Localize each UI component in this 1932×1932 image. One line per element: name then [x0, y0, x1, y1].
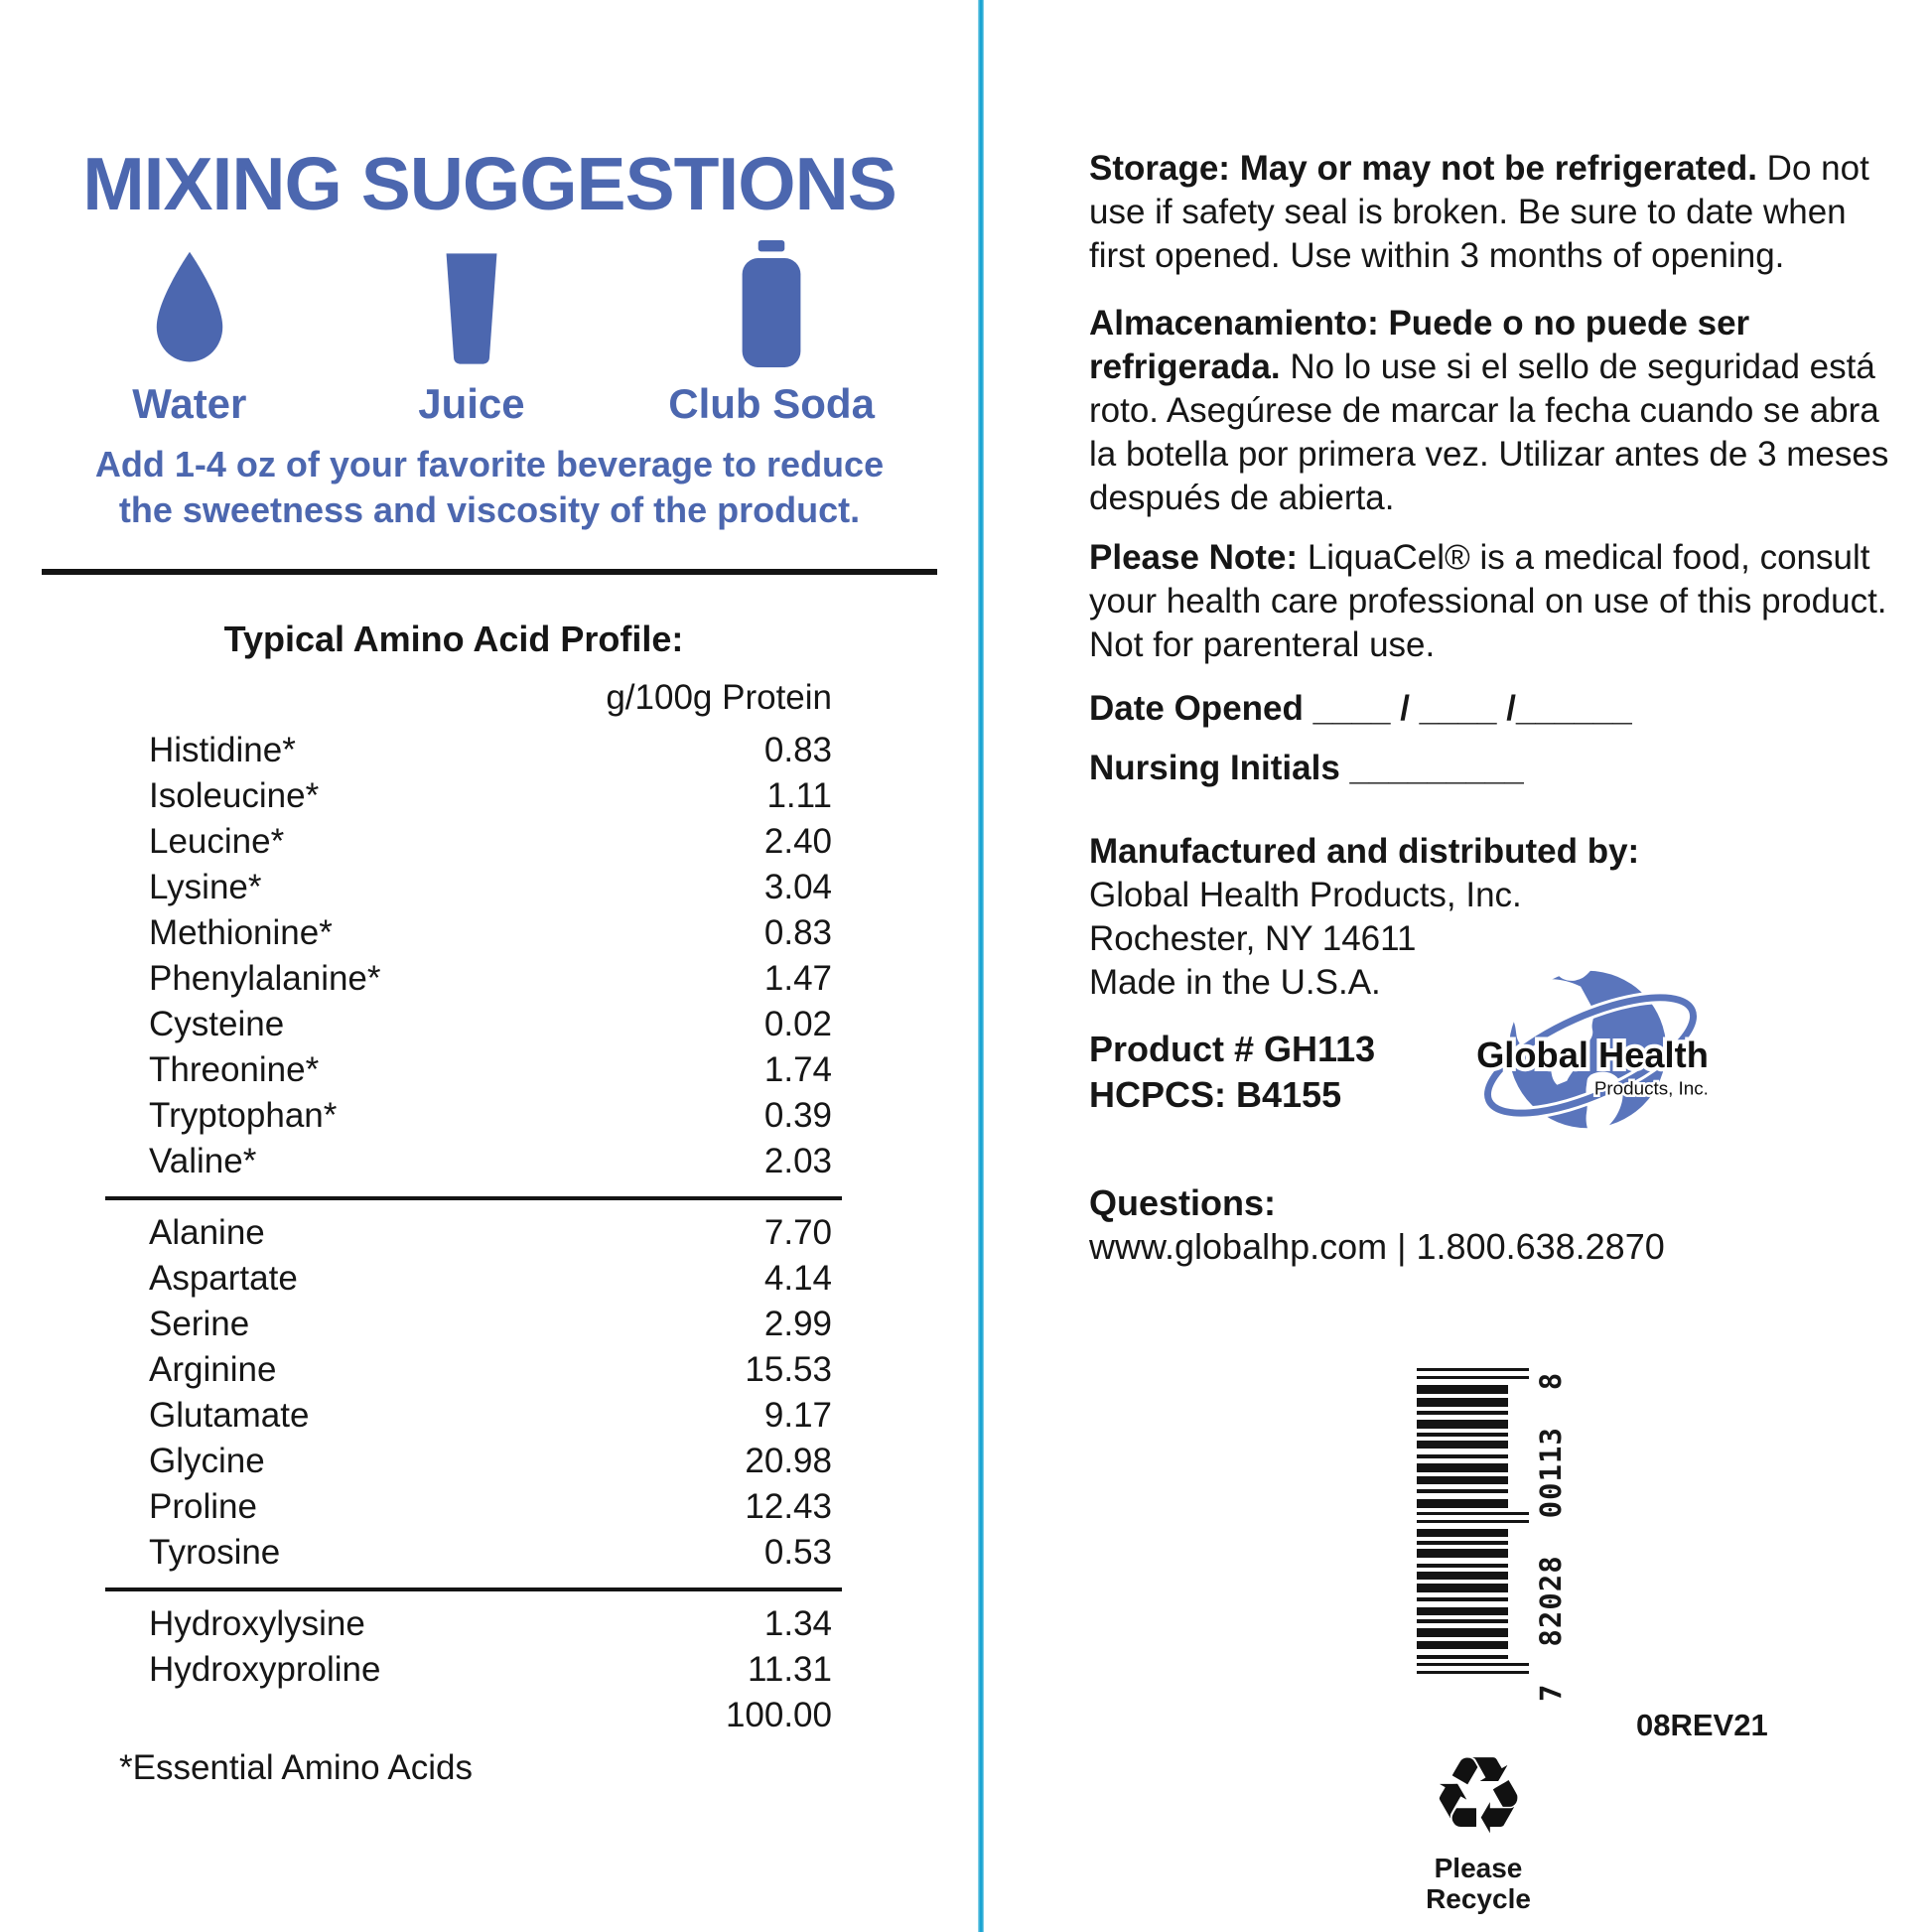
amino-value: 7.70: [763, 1213, 832, 1252]
amino-name: Leucine*: [149, 822, 285, 861]
soda-bottle-icon: [737, 240, 806, 372]
amino-value: 3.04: [763, 868, 832, 906]
amino-acid-table: [105, 619, 842, 1738]
amino-value: 1.47: [763, 959, 832, 998]
amino-value: 9.17: [763, 1396, 832, 1435]
amino-value: 4.14: [763, 1259, 832, 1298]
club-soda-label: Club Soda: [668, 380, 875, 427]
essential-amino-footnote: *Essential Amino Acids: [119, 1748, 474, 1787]
table-row: [105, 910, 842, 956]
mixing-suggestions-title: MIXING SUGGESTIONS: [82, 142, 897, 225]
amino-value: 2.03: [763, 1142, 832, 1180]
amino-name: Serine: [149, 1305, 250, 1343]
barcode-bar: [1417, 1385, 1508, 1394]
barcode-bars: [1417, 1368, 1529, 1674]
barcode-bar: [1417, 1433, 1508, 1437]
barcode-bar: [1417, 1572, 1508, 1580]
amino-value: 100.00: [725, 1696, 832, 1734]
table-row: [105, 1047, 842, 1093]
amino-value: 0.53: [763, 1533, 832, 1572]
table-row: [105, 1530, 842, 1576]
barcode-bar: [1417, 1628, 1508, 1637]
storage-lead: Storage: May or may not be refrigerated.: [1089, 149, 1757, 188]
table-row: [105, 1256, 842, 1302]
amino-name: Lysine*: [149, 868, 262, 906]
amino-value: 1.74: [763, 1050, 832, 1089]
table-row: [105, 1210, 842, 1256]
amino-value: 12.43: [745, 1487, 832, 1526]
amino-name: Threonine*: [149, 1050, 320, 1089]
manufactured-by-heading: Manufactured and distributed by:: [1089, 832, 1640, 871]
amino-name: [105, 1693, 149, 1738]
barcode-bar: [1417, 1411, 1508, 1415]
amino-name: Hydroxyproline: [149, 1650, 381, 1689]
amino-name: Hydroxylysine: [149, 1604, 365, 1643]
juice-mixer: [338, 252, 607, 372]
barcode-bar: [1417, 1541, 1508, 1545]
amino-value: 1.11: [766, 776, 832, 815]
barcode-bar: [1417, 1564, 1508, 1568]
amino-value: 20.98: [745, 1442, 832, 1480]
amino-value: 11.31: [748, 1650, 832, 1689]
amino-name: Isoleucine*: [149, 776, 320, 815]
amino-value: 1.34: [763, 1604, 832, 1643]
barcode-bar: [1417, 1641, 1508, 1649]
questions-block: [1089, 1181, 1901, 1269]
amino-name: Phenylalanine*: [149, 959, 381, 998]
juice-label: Juice: [418, 380, 525, 427]
almacenamiento-text: No lo use si el sello de seguridad está roto. Asegúrese de marcar la fecha cuando se abra la botella por primera vez. Utilizar antes de 3 meses después de abierta.: [1089, 347, 1889, 517]
table-row: [105, 728, 842, 773]
table-row: [105, 1093, 842, 1139]
barcode-bar: [1417, 1529, 1508, 1537]
global-health-logo: [1474, 949, 1711, 1158]
contact-line: www.globalhp.com | 1.800.638.2870: [1089, 1226, 1665, 1267]
table-row: [105, 1302, 842, 1347]
amino-group-nonessential: [105, 1196, 842, 1576]
amino-name: Glutamate: [149, 1396, 310, 1435]
table-row: [105, 773, 842, 819]
barcode-bar: [1417, 1597, 1508, 1601]
amino-name: Cysteine: [149, 1005, 285, 1043]
barcode-bar: [1417, 1420, 1508, 1429]
table-row: [105, 865, 842, 910]
amino-name: Valine*: [149, 1142, 257, 1180]
recycle-block: [1414, 1734, 1543, 1914]
barcode-bar: [1417, 1463, 1508, 1472]
amino-name: Methionine*: [149, 913, 333, 952]
barcode-bar: [1417, 1489, 1508, 1493]
barcode-bar: [1417, 1584, 1508, 1592]
amino-unit-header: g/100g Protein: [606, 678, 832, 717]
product-number: Product # GH113: [1089, 1029, 1376, 1069]
table-row: [105, 1393, 842, 1439]
nursing-initials-line: Nursing Initials _________: [1089, 749, 1524, 787]
column-divider-line: [978, 0, 984, 1932]
water-mixer: [42, 248, 338, 372]
questions-heading: Questions:: [1089, 1182, 1277, 1223]
table-row: [105, 1347, 842, 1393]
please-note-lead: Please Note:: [1089, 538, 1299, 577]
table-row: [105, 1139, 842, 1184]
amino-name: Glycine: [149, 1442, 265, 1480]
amino-value: 15.53: [745, 1350, 832, 1389]
barcode-bar: [1417, 1499, 1508, 1508]
amino-group-essential: [105, 728, 842, 1184]
mixer-icons-row: [42, 245, 937, 372]
amino-name: Proline: [149, 1487, 257, 1526]
almacenamiento-paragraph: [1089, 302, 1901, 520]
barcode-digits: 7 82028 00113 8: [1534, 1371, 1568, 1702]
storage-text: Do not use if safety seal is broken. Be sure to date when first opened. Use within 3 months of opening.: [1089, 149, 1869, 275]
logo-subtext: Products, Inc.: [1593, 1077, 1709, 1099]
table-row: [105, 1002, 842, 1047]
made-in-usa: Made in the U.S.A.: [1089, 963, 1381, 1002]
date-opened-line: Date Opened ____ / ____ /______: [1089, 689, 1632, 728]
barcode-bar: [1417, 1368, 1529, 1371]
manufacturer-city: Rochester, NY 14611: [1089, 919, 1417, 958]
amino-value: 2.40: [763, 822, 832, 861]
barcode-bar: [1417, 1454, 1508, 1458]
table-row: [105, 1693, 842, 1738]
barcode-bar: [1417, 1476, 1508, 1484]
please-note-text: LiquaCel® is a medical food, consult your health care professional on use of this product. Not for parenteral use.: [1089, 538, 1887, 664]
recycle-icon: ♻: [1430, 1734, 1527, 1859]
mixer-labels-row: [42, 380, 937, 428]
amino-table-title: Typical Amino Acid Profile:: [223, 619, 684, 659]
table-row: [105, 1601, 842, 1647]
amino-value: 0.02: [763, 1005, 832, 1043]
mixing-tagline: [42, 442, 937, 533]
section-divider-rule: [42, 569, 937, 575]
water-drop-icon: [140, 248, 239, 372]
please-recycle-label: [1414, 1853, 1543, 1914]
almacenamiento-lead: Almacenamiento: Puede o no puede ser refrigerada.: [1089, 304, 1750, 386]
revision-code: 08REV21: [1636, 1708, 1768, 1742]
amino-name: Arginine: [149, 1350, 277, 1389]
table-row: [105, 1484, 842, 1530]
please-note-paragraph: [1089, 536, 1901, 667]
barcode-bar: [1417, 1663, 1529, 1666]
amino-value: 0.39: [763, 1096, 832, 1135]
juice-cup-icon: [439, 252, 504, 372]
barcode-bar: [1417, 1441, 1508, 1449]
barcode-bar: [1417, 1512, 1529, 1515]
upc-barcode: [1417, 1342, 1586, 1708]
water-label: Water: [132, 380, 247, 427]
barcode-bar: [1417, 1619, 1508, 1623]
amino-value: 2.99: [763, 1305, 832, 1343]
recycle-label-line-2: Recycle: [1426, 1883, 1531, 1914]
table-row: [105, 819, 842, 865]
amino-group-hydroxy: [105, 1587, 842, 1738]
barcode-bar: [1417, 1607, 1508, 1615]
tagline-line-2: the sweetness and viscosity of the product.: [118, 489, 861, 530]
barcode-bar: [1417, 1398, 1508, 1407]
barcode-bar: [1417, 1655, 1508, 1659]
storage-paragraph: [1089, 147, 1901, 278]
barcode-bar: [1417, 1376, 1529, 1379]
amino-value: 0.83: [763, 913, 832, 952]
barcode-bar: [1417, 1549, 1508, 1558]
logo-wordmark: Global Health: [1476, 1035, 1709, 1075]
tagline-line-1: Add 1-4 oz of your favorite beverage to reduce: [94, 444, 885, 484]
barcode-bar: [1417, 1671, 1529, 1674]
amino-name: Histidine*: [149, 731, 296, 769]
amino-name: Tryptophan*: [149, 1096, 338, 1135]
recycle-label-line-1: Please: [1434, 1853, 1523, 1883]
info-panel: [1089, 147, 1901, 1269]
barcode-bar: [1417, 1520, 1529, 1523]
amino-value: 0.83: [763, 731, 832, 769]
mixing-panel: [42, 125, 937, 1788]
amino-name: Alanine: [149, 1213, 265, 1252]
table-row: [105, 1439, 842, 1484]
table-row: [105, 956, 842, 1002]
manufacturer-name: Global Health Products, Inc.: [1089, 876, 1522, 914]
amino-name: Aspartate: [149, 1259, 298, 1298]
amino-name: Tyrosine: [149, 1533, 281, 1572]
club-soda-mixer: [606, 240, 937, 372]
hcpcs-code: HCPCS: B4155: [1089, 1074, 1342, 1115]
table-row: [105, 1647, 842, 1693]
